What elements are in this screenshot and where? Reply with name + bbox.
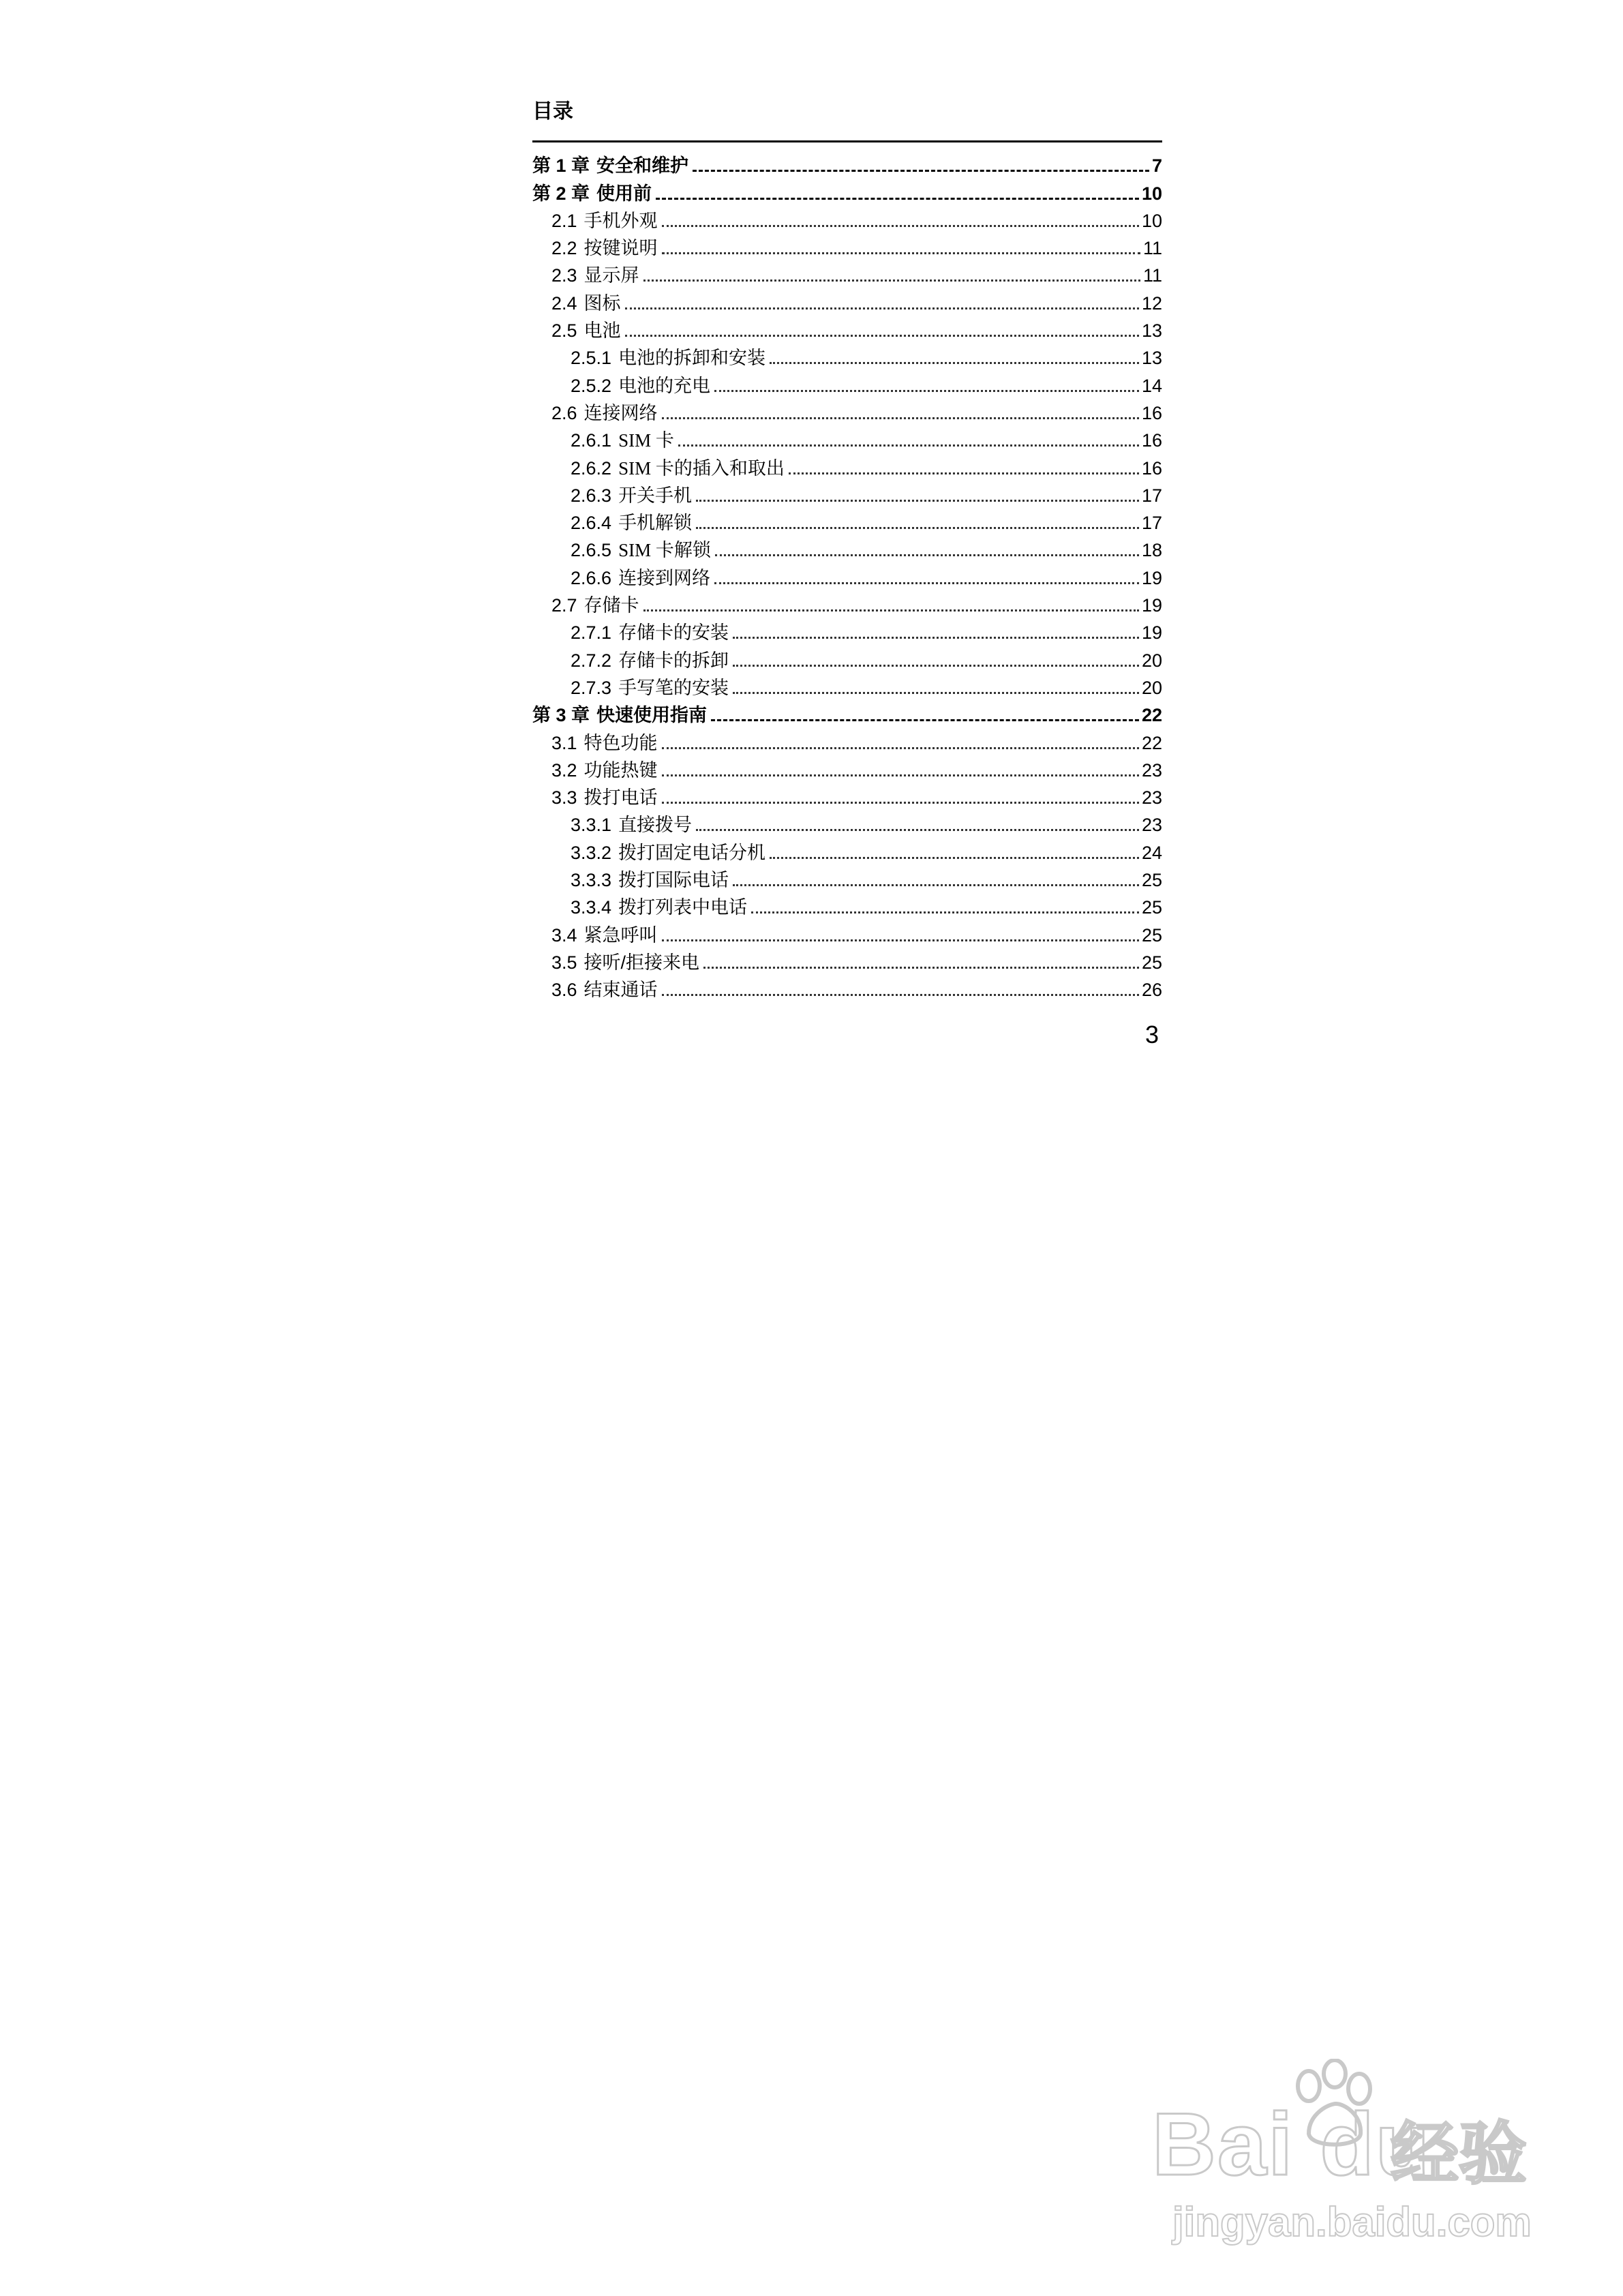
toc-entry-page: 19: [1141, 622, 1162, 644]
toc-entry-page: 23: [1141, 787, 1162, 809]
title-divider: [532, 140, 1162, 142]
toc-entry-title: 存储卡的安装: [618, 622, 729, 644]
toc-leader-dots: [789, 472, 1139, 474]
toc-leader-dots: [678, 444, 1139, 447]
toc-entry-number: 2.7.1: [571, 622, 612, 644]
toc-entry[interactable]: [532, 947, 1162, 974]
page-number: 3: [1144, 1021, 1159, 1048]
toc-entry[interactable]: [532, 177, 1162, 205]
toc-entry-page: 24: [1141, 842, 1162, 863]
toc-entry-title: 拨打电话: [583, 787, 658, 809]
toc-leader-dots: [625, 307, 1139, 309]
toc-leader-dots: [703, 967, 1139, 969]
toc-entry[interactable]: [532, 809, 1162, 836]
toc-entry-number: 2.6.4: [571, 513, 612, 534]
toc-entry[interactable]: [532, 755, 1162, 782]
toc-entry-number: 3.3.1: [571, 815, 612, 836]
toc-entry-title: 图标: [583, 292, 621, 314]
toc-entry-title: 手写笔的安装: [618, 677, 729, 698]
toc-entry[interactable]: [532, 425, 1162, 452]
toc-entry-page: 16: [1141, 430, 1162, 451]
toc-entry-title: 快速使用指南: [596, 705, 708, 726]
toc-entry-number: 第 1 章: [532, 155, 590, 177]
toc-entry-page: 13: [1141, 348, 1162, 369]
toc-leader-dots: [625, 335, 1139, 337]
toc-entry-number: 2.6.3: [571, 485, 612, 506]
toc-leader-dots: [662, 802, 1139, 804]
toc-entry-page: 14: [1141, 375, 1162, 396]
toc-entry-page: 22: [1141, 705, 1162, 726]
toc-entry-number: 3.3: [551, 787, 577, 809]
toc-entry-title: 存储卡的拆卸: [618, 650, 729, 671]
toc-entry-number: 2.7.3: [571, 677, 612, 698]
toc-entry[interactable]: [532, 369, 1162, 397]
toc-entry[interactable]: [532, 534, 1162, 562]
toc-entry[interactable]: [532, 205, 1162, 232]
toc-entry[interactable]: [532, 644, 1162, 671]
toc-leader-dots: [770, 857, 1139, 859]
toc-entry-title: 拨打固定电话分机: [618, 842, 766, 863]
toc-leader-dots: [662, 747, 1139, 749]
toc-entry-page: 23: [1141, 815, 1162, 836]
toc-entry-number: 3.1: [551, 732, 577, 753]
toc-entry-title: 结束通话: [583, 980, 658, 1001]
watermark-url: jingyan.baidu.com: [1172, 2199, 1532, 2245]
toc-entry-number: 2.3: [551, 265, 577, 286]
toc-entry[interactable]: [532, 397, 1162, 425]
toc-entry-page: 12: [1141, 292, 1162, 314]
toc-entry[interactable]: [532, 480, 1162, 507]
toc-leader-dots: [733, 884, 1139, 886]
toc-entry-page: 16: [1141, 402, 1162, 423]
toc-leader-dots: [696, 527, 1139, 529]
toc-leader-dots: [696, 829, 1139, 831]
toc-entry[interactable]: [532, 507, 1162, 534]
toc-entry-title: 安全和维护: [596, 155, 689, 177]
toc-entry[interactable]: [532, 452, 1162, 479]
toc-entry-title: 显示屏: [583, 265, 639, 286]
toc-entry[interactable]: [532, 232, 1162, 260]
toc-entry[interactable]: [532, 919, 1162, 946]
toc-entry-title: SIM 卡解锁: [618, 540, 711, 561]
toc-title: 目录: [532, 100, 573, 123]
toc-entry-number: 3.3.3: [571, 870, 612, 891]
toc-entry-title: 电池的拆卸和安装: [618, 348, 766, 369]
toc-leader-dots: [662, 252, 1140, 254]
toc-entry-page: 25: [1141, 924, 1162, 946]
toc-leader-dots: [696, 500, 1139, 502]
toc-entry-number: 2.6.2: [571, 457, 612, 479]
toc-entry-number: 2.5.1: [571, 348, 612, 369]
toc-leader-dots: [643, 609, 1139, 611]
toc-entry-number: 2.6.5: [571, 540, 612, 561]
toc-entry[interactable]: [532, 892, 1162, 919]
toc-entry-number: 2.7: [551, 595, 577, 616]
toc-leader-dots: [662, 994, 1139, 996]
toc-entry-number: 3.3.4: [571, 897, 612, 918]
watermark-logo-text: Bai du: [1152, 2094, 1431, 2194]
toc-leader-dots: [662, 225, 1139, 227]
toc-entry-page: 10: [1141, 183, 1162, 204]
toc-entry-page: 25: [1141, 897, 1162, 918]
toc-entry-page: 22: [1141, 732, 1162, 753]
toc-entry-title: 连接到网络: [618, 567, 711, 588]
watermark-product-text: 经验: [1391, 2116, 1527, 2192]
toc-entry-number: 3.4: [551, 924, 577, 946]
toc-entry-title: 存储卡: [583, 595, 639, 616]
toc-entry-page: 26: [1141, 980, 1162, 1001]
toc-entry-number: 2.6: [551, 402, 577, 423]
toc-leader-dots: [662, 939, 1139, 941]
toc-entry-page: 25: [1141, 870, 1162, 891]
toc-entry-title: 拨打国际电话: [618, 870, 729, 891]
toc-entry-title: 电池的充电: [618, 375, 711, 396]
toc-entry-page: 23: [1141, 759, 1162, 781]
toc-leader-dots: [662, 774, 1139, 776]
toc-entry[interactable]: [532, 260, 1162, 287]
toc-entry-page: 13: [1141, 320, 1162, 342]
toc-entry[interactable]: [532, 287, 1162, 314]
toc-entry-title: SIM 卡: [618, 430, 674, 451]
toc-leader-dots: [662, 417, 1139, 419]
toc-entry-number: 2.5.2: [571, 375, 612, 396]
toc-entry-page: 11: [1142, 238, 1162, 259]
toc-entry-title: 开关手机: [618, 485, 693, 506]
toc-entry-number: 3.3.2: [571, 842, 612, 863]
toc-entry-title: 按键说明: [583, 238, 658, 259]
toc-leader-dots: [714, 390, 1139, 392]
toc-leader-dots: [733, 665, 1139, 667]
toc-entry-page: 20: [1141, 650, 1162, 671]
toc-entry[interactable]: [532, 342, 1162, 369]
toc-entry-number: 2.4: [551, 292, 577, 314]
toc-entry-number: 2.1: [551, 210, 577, 231]
toc-entry-page: 19: [1141, 595, 1162, 616]
toc-entry-title: 使用前: [596, 183, 652, 204]
toc-entry-page: 10: [1141, 210, 1162, 231]
toc-list: [532, 150, 1162, 1001]
toc-entry-number: 3.6: [551, 980, 577, 1001]
toc-entry-title: 手机外观: [583, 210, 658, 231]
toc-entry-title: SIM 卡的插入和取出: [618, 457, 785, 479]
toc-entry-title: 手机解锁: [618, 513, 693, 534]
toc-entry-title: 直接拨号: [618, 815, 693, 836]
toc-entry[interactable]: [532, 150, 1162, 177]
toc-entry-number: 第 3 章: [532, 705, 590, 726]
toc-entry-page: 17: [1141, 513, 1162, 534]
toc-entry-page: 7: [1151, 155, 1162, 177]
toc-entry-title: 接听/拒接来电: [583, 952, 700, 973]
toc-leader-dots: [751, 911, 1139, 913]
toc-entry-number: 2.6.6: [571, 567, 612, 588]
toc-entry-number: 2.2: [551, 238, 577, 259]
toc-entry-number: 3.5: [551, 952, 577, 973]
toc-entry-number: 2.5: [551, 320, 577, 342]
baidu-jingyan-watermark: [1152, 2059, 1554, 2250]
toc-leader-dots: [733, 637, 1139, 639]
toc-entry[interactable]: [532, 562, 1162, 589]
toc-leader-dots: [643, 280, 1140, 282]
toc-leader-dots: [711, 719, 1139, 721]
toc-entry[interactable]: [532, 590, 1162, 617]
toc-entry[interactable]: [532, 974, 1162, 1001]
toc-entry-number: 3.2: [551, 759, 577, 781]
toc-entry[interactable]: [532, 315, 1162, 342]
toc-leader-dots: [733, 692, 1139, 694]
toc-entry-title: 连接网络: [583, 402, 658, 423]
toc-entry[interactable]: [532, 672, 1162, 699]
toc-entry-page: 16: [1141, 457, 1162, 479]
toc-entry-title: 特色功能: [583, 732, 658, 753]
toc-entry-number: 2.6.1: [571, 430, 612, 451]
toc-leader-dots: [656, 198, 1139, 200]
toc-entry-page: 20: [1141, 677, 1162, 698]
toc-entry[interactable]: [532, 727, 1162, 754]
toc-entry-page: 25: [1141, 952, 1162, 973]
toc-entry-page: 19: [1141, 567, 1162, 588]
toc-entry-title: 紧急呼叫: [583, 924, 658, 946]
toc-entry[interactable]: [532, 864, 1162, 892]
toc-entry[interactable]: [532, 782, 1162, 809]
toc-entry-number: 2.7.2: [571, 650, 612, 671]
toc-entry[interactable]: [532, 836, 1162, 864]
toc-leader-dots: [715, 554, 1139, 556]
toc-entry-title: 拨打列表中电话: [618, 897, 748, 918]
toc-entry-page: 18: [1141, 540, 1162, 561]
toc-leader-dots: [770, 362, 1139, 364]
toc-entry[interactable]: [532, 617, 1162, 644]
toc-leader-dots: [714, 582, 1139, 584]
toc-entry-number: 第 2 章: [532, 183, 590, 204]
toc-leader-dots: [693, 170, 1149, 172]
toc-entry-page: 11: [1142, 265, 1162, 286]
toc-entry-title: 功能热键: [583, 759, 658, 781]
toc-entry-title: 电池: [583, 320, 621, 342]
toc-entry-page: 17: [1141, 485, 1162, 506]
toc-entry[interactable]: [532, 699, 1162, 727]
